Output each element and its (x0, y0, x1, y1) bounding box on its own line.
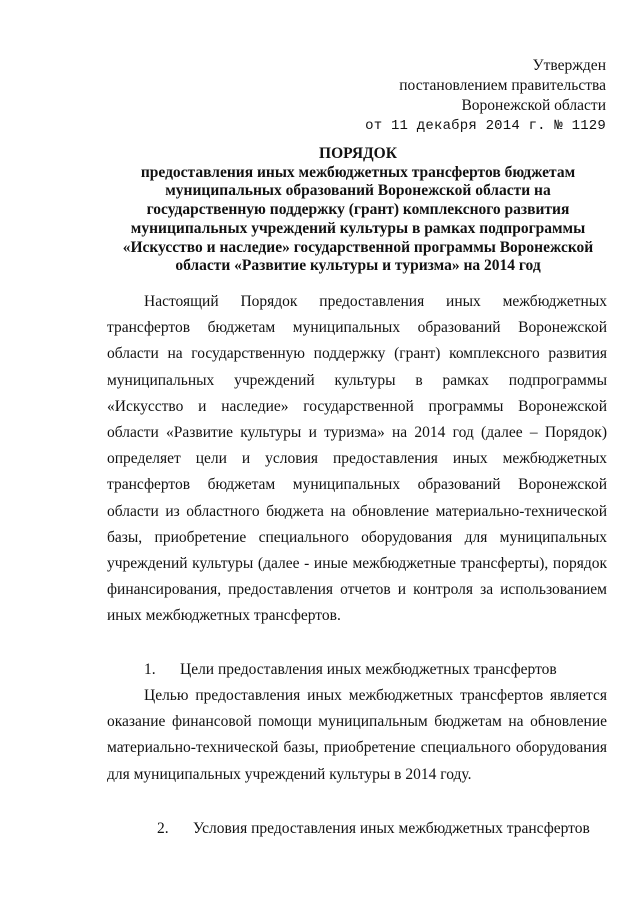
title-heading: ПОРЯДОК (319, 145, 397, 162)
section-1-body: Целью предоставления иных межбюджетных трансфертов является оказание финансовой помощи муниципальным бюджетам на обновление материально-технической базы, приобретение специального оборудования для муниципальных учреждений культуры в 2014 году. (107, 687, 607, 783)
intro-paragraph: Настоящий Порядок предоставления иных межбюджетных трансфертов бюджетам муниципальных образований Воронежской области на государственную поддержку (грант) комплексного развития муниципальных учреждений культуры в рамках подпрограммы «Искусство и наследие» государственной программы Воронежской области «Развитие культуры и туризма» на 2014 год (далее – Порядок) определяет цели и условия предоставления иных межбюджетных трансфертов бюджетам муниципальных образований Воронежской области из областного бюджета на обновление материально-технической базы, приобретение специального оборудования для муниципальных учреждений культуры (далее - иные межбюджетные трансферты), порядок финансирования, предоставления отчетов и контроля за использованием иных межбюджетных трансфертов. (107, 293, 607, 625)
section-2-title: Условия предоставления иных межбюджетных трансфертов (193, 820, 590, 837)
approval-line-region: Воронежской области (461, 97, 606, 114)
section-1-heading (144, 660, 557, 680)
section-1-number: 1. (144, 661, 156, 678)
title-line: предоставления иных межбюджетных трансфертов бюджетам (140, 163, 576, 181)
approval-block (365, 56, 606, 136)
title-line: муниципальных образований Воронежской области на (165, 182, 551, 200)
title-line: области «Развитие культуры и туризма» на 2014 год (175, 257, 541, 275)
approval-line-date-number: от 11 декабря 2014 г. № 1129 (365, 118, 606, 134)
approval-line-resolution: постановлением правительства (399, 77, 606, 94)
section-2-number: 2. (157, 820, 169, 837)
title-line: муниципальных учреждений культуры в рамках подпрограммы (130, 219, 586, 237)
section-2-heading (157, 819, 590, 839)
document-title (108, 145, 608, 276)
section-1-title: Цели предоставления иных межбюджетных трансфертов (180, 661, 557, 678)
title-line: государственную поддержку (грант) комплексного развития (146, 201, 570, 219)
title-line: «Искусство и наследие» государственной программы Воронежской (122, 238, 594, 256)
approval-line-approved: Утвержден (532, 57, 606, 74)
